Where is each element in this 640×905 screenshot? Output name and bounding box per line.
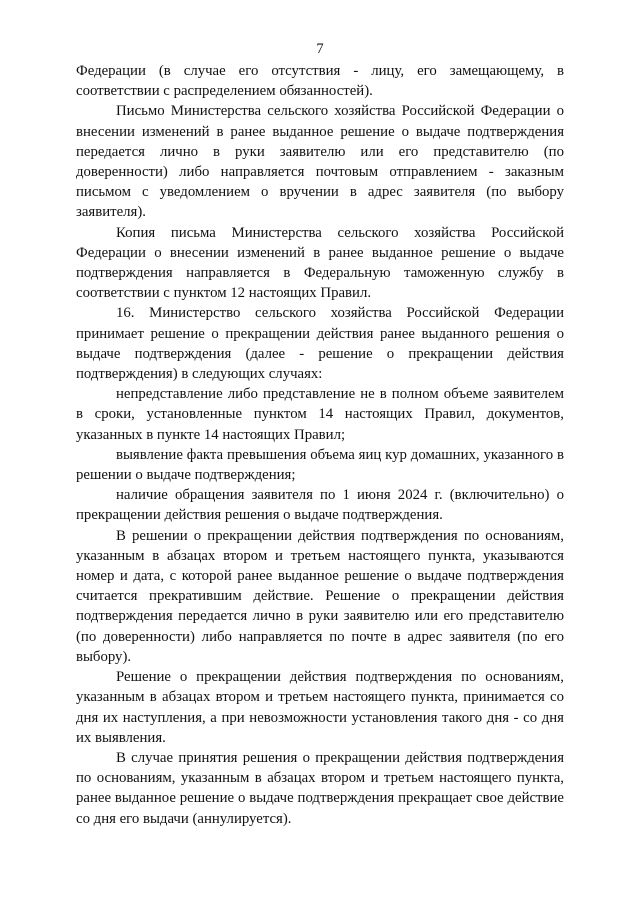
paragraph-7: наличие обращения заявителя по 1 июня 2024 г. (включительно) о прекращении действия решения о выдаче подтверждения. [76,487,564,524]
document-body [76,61,564,829]
paragraph-10: В случае принятия решения о прекращении действия подтверждения по основаниям, указанным в абзацах втором и третьем настоящего пункта, ранее выданное решение о выдаче подтверждения прекращает свое действие со дня его выдачи (аннулируется). [76,749,564,827]
paragraph-8: В решении о прекращении действия подтверждения по основаниям, указанным в абзацах втором и третьем настоящего пункта, указываются номер и дата, с которой ранее выданное решение о выдаче подтверждения считается прекратившим действие. Решение о прекращении действия подтверждения передается лично в руки заявителю или его представителю (по доверенности) либо направляется по почте в адрес заявителя (по его выбору). [76,527,564,665]
page-number: 7 [316,41,324,57]
paragraph-6: выявление факта превышения объема яиц кур домашних, указанного в решении о выдаче подтверждения; [76,446,564,484]
paragraph-9: Решение о прекращении действия подтверждения по основаниям, указанным в абзацах втором и третьем настоящего пункта, принимается со дня их наступления, а при невозможности установления такого дня - со дня их выявления. [76,669,564,746]
paragraph-4: 16. Министерство сельского хозяйства Российской Федерации принимает решение о прекращении действия ранее выданного решения о выдаче подтверждения (далее - решение о прекращении действия подтверждения) в следующих случаях: [76,305,564,383]
paragraph-5: непредставление либо представление не в полном объеме заявителем в сроки, установленные пунктом 14 настоящих Правил, документов, указанных в пункте 14 настоящих Правил; [76,386,564,443]
paragraph-3: Копия письма Министерства сельского хозяйства Российской Федерации о внесении изменений в ранее выданное решение о выдаче подтверждения направляется в Федеральную таможенную службу в соответствии с пунктом 12 настоящих Правил. [76,224,564,302]
paragraph-1: Федерации (в случае его отсутствия - лицу, его замещающему, в соответствии с распределением обязанностей). [76,63,564,100]
paragraph-2: Письмо Министерства сельского хозяйства Российской Федерации о внесении изменений в ранее выданное решение о выдаче подтверждения передается лично в руки заявителю или его представителю (по доверенности) либо направляется почтовым отправлением - заказным письмом с уведомлением о вручении в адрес заявителя (по выбору заявителя). [76,103,564,221]
